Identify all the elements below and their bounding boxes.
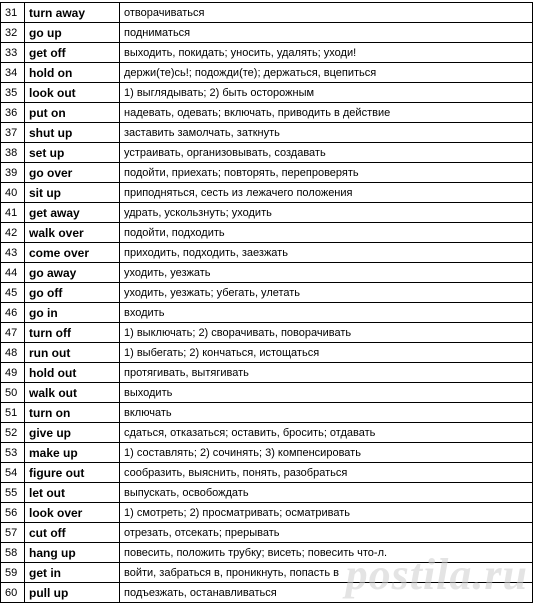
- table-row: [1, 343, 533, 363]
- phrasal-verb: look out: [25, 83, 120, 103]
- table-row: [1, 423, 533, 443]
- table-row: [1, 523, 533, 543]
- row-number: 49: [1, 363, 25, 383]
- phrasal-verb: set up: [25, 143, 120, 163]
- row-number: 31: [1, 3, 25, 23]
- translation: устраивать, организовывать, создавать: [120, 143, 533, 163]
- phrasal-verb: turn off: [25, 323, 120, 343]
- phrasal-verb: hold on: [25, 63, 120, 83]
- translation: 1) смотреть; 2) просматривать; осматривать: [120, 503, 533, 523]
- row-number: 54: [1, 463, 25, 483]
- phrasal-verb: go over: [25, 163, 120, 183]
- phrasal-verb: let out: [25, 483, 120, 503]
- phrasal-verb: cut off: [25, 523, 120, 543]
- table-row: [1, 43, 533, 63]
- translation: выходить: [120, 383, 533, 403]
- translation: подойти, подходить: [120, 223, 533, 243]
- table-row: [1, 123, 533, 143]
- row-number: 40: [1, 183, 25, 203]
- row-number: 32: [1, 23, 25, 43]
- table-row: [1, 443, 533, 463]
- row-number: 33: [1, 43, 25, 63]
- translation: повесить, положить трубку; висеть; повесить что-л.: [120, 543, 533, 563]
- phrasal-verb: turn away: [25, 3, 120, 23]
- row-number: 38: [1, 143, 25, 163]
- translation: уходить, уезжать; убегать, улетать: [120, 283, 533, 303]
- row-number: 34: [1, 63, 25, 83]
- translation: 1) составлять; 2) сочинять; 3) компенсировать: [120, 443, 533, 463]
- table-row: [1, 363, 533, 383]
- row-number: 47: [1, 323, 25, 343]
- translation: отрезать, отсекать; прерывать: [120, 523, 533, 543]
- table-row: [1, 263, 533, 283]
- translation: уходить, уезжать: [120, 263, 533, 283]
- row-number: 37: [1, 123, 25, 143]
- translation: входить: [120, 303, 533, 323]
- row-number: 55: [1, 483, 25, 503]
- table-row: [1, 463, 533, 483]
- table-row: [1, 483, 533, 503]
- row-number: 42: [1, 223, 25, 243]
- phrasal-verb: look over: [25, 503, 120, 523]
- row-number: 57: [1, 523, 25, 543]
- table-row: [1, 183, 533, 203]
- phrasal-verb: pull up: [25, 583, 120, 603]
- row-number: 60: [1, 583, 25, 603]
- phrasal-verb: sit up: [25, 183, 120, 203]
- translation: отворачиваться: [120, 3, 533, 23]
- row-number: 44: [1, 263, 25, 283]
- row-number: 50: [1, 383, 25, 403]
- table-row: [1, 143, 533, 163]
- row-number: 59: [1, 563, 25, 583]
- row-number: 45: [1, 283, 25, 303]
- table-row: [1, 323, 533, 343]
- phrasal-verb: run out: [25, 343, 120, 363]
- phrasal-verb: turn on: [25, 403, 120, 423]
- watermark-logo: postila.ru: [345, 550, 528, 599]
- translation: сдаться, отказаться; оставить, бросить; отдавать: [120, 423, 533, 443]
- table-row: [1, 243, 533, 263]
- row-number: 41: [1, 203, 25, 223]
- row-number: 46: [1, 303, 25, 323]
- phrasal-verb: go off: [25, 283, 120, 303]
- table-row: [1, 163, 533, 183]
- translation: 1) выключать; 2) сворачивать, поворачивать: [120, 323, 533, 343]
- translation: удрать, ускользнуть; уходить: [120, 203, 533, 223]
- phrasal-verb: go up: [25, 23, 120, 43]
- table-row: [1, 63, 533, 83]
- translation: протягивать, вытягивать: [120, 363, 533, 383]
- translation: 1) выбегать; 2) кончаться, истощаться: [120, 343, 533, 363]
- row-number: 51: [1, 403, 25, 423]
- row-number: 35: [1, 83, 25, 103]
- row-number: 48: [1, 343, 25, 363]
- translation: сообразить, выяснить, понять, разобраться: [120, 463, 533, 483]
- table-row: [1, 83, 533, 103]
- phrasal-verb-table: [0, 2, 533, 603]
- table-row: [1, 403, 533, 423]
- table-row: [1, 583, 533, 603]
- translation: выходить, покидать; уносить, удалять; уходи!: [120, 43, 533, 63]
- row-number: 52: [1, 423, 25, 443]
- phrasal-verb: hold out: [25, 363, 120, 383]
- translation: подниматься: [120, 23, 533, 43]
- translation: держи(те)сь!; подожди(те); держаться, вцепиться: [120, 63, 533, 83]
- table-row: [1, 223, 533, 243]
- table-row: [1, 383, 533, 403]
- table-row: [1, 303, 533, 323]
- table-row: [1, 563, 533, 583]
- phrasal-verb: shut up: [25, 123, 120, 143]
- row-number: 58: [1, 543, 25, 563]
- translation: подойти, приехать; повторять, перепроверять: [120, 163, 533, 183]
- row-number: 53: [1, 443, 25, 463]
- row-number: 43: [1, 243, 25, 263]
- translation: надевать, одевать; включать, приводить в действие: [120, 103, 533, 123]
- translation: приподняться, сесть из лежачего положения: [120, 183, 533, 203]
- translation: войти, забраться в, проникнуть, попасть в: [120, 563, 533, 583]
- translation: подъезжать, останавливаться: [120, 583, 533, 603]
- table-row: [1, 103, 533, 123]
- phrasal-verb: hang up: [25, 543, 120, 563]
- phrasal-verb: come over: [25, 243, 120, 263]
- table-row: [1, 3, 533, 23]
- phrasal-verb: go in: [25, 303, 120, 323]
- row-number: 36: [1, 103, 25, 123]
- table-row: [1, 503, 533, 523]
- phrasal-verb-table-body: [1, 3, 533, 603]
- table-row: [1, 23, 533, 43]
- translation: выпускать, освобождать: [120, 483, 533, 503]
- translation: включать: [120, 403, 533, 423]
- phrasal-verb: figure out: [25, 463, 120, 483]
- phrasal-verb: put on: [25, 103, 120, 123]
- phrasal-verb: walk out: [25, 383, 120, 403]
- table-row: [1, 283, 533, 303]
- translation: 1) выглядывать; 2) быть осторожным: [120, 83, 533, 103]
- table-row: [1, 203, 533, 223]
- row-number: 39: [1, 163, 25, 183]
- table-row: [1, 543, 533, 563]
- phrasal-verb: go away: [25, 263, 120, 283]
- phrasal-verb: give up: [25, 423, 120, 443]
- phrasal-verb: make up: [25, 443, 120, 463]
- phrasal-verb: walk over: [25, 223, 120, 243]
- phrasal-verb: get off: [25, 43, 120, 63]
- translation: приходить, подходить, заезжать: [120, 243, 533, 263]
- phrasal-verb: get in: [25, 563, 120, 583]
- phrasal-verb: get away: [25, 203, 120, 223]
- translation: заставить замолчать, заткнуть: [120, 123, 533, 143]
- row-number: 56: [1, 503, 25, 523]
